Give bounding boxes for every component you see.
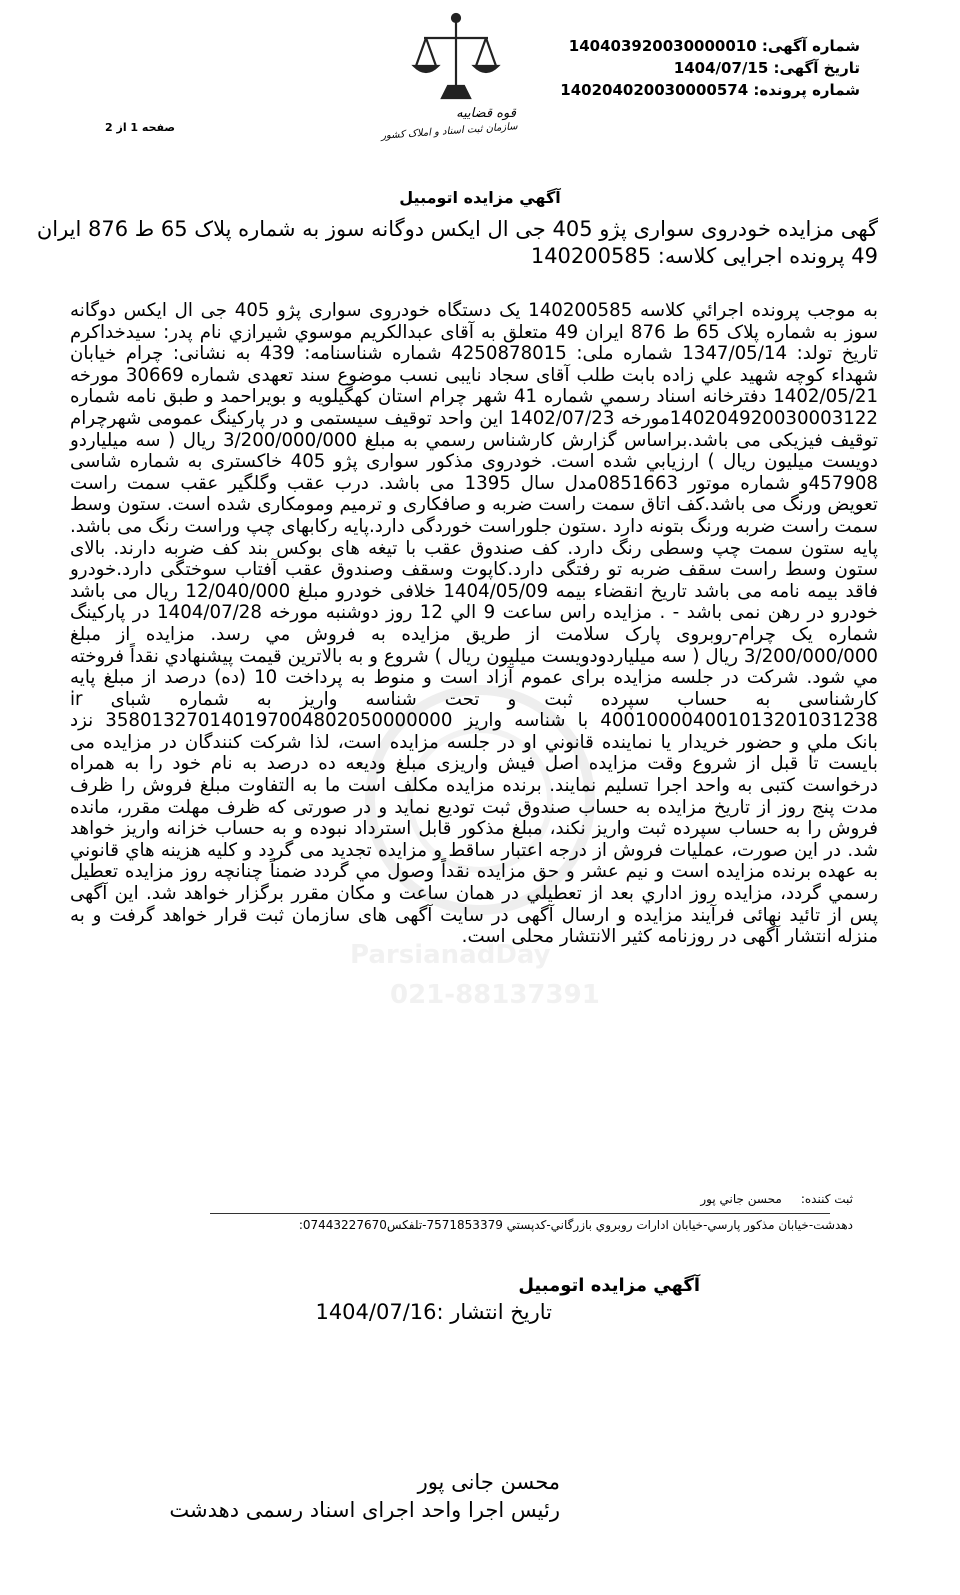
separator-line [210,1213,830,1214]
office-address: دهدشت-خیابان مذکور پارسي-خيابان ادارات روبروي بازرگاني-کدپستي 7571853379-تلفكس07443227670: [298,1218,853,1232]
case-number-row [560,79,860,101]
ad-number-row [560,35,860,57]
page-indicator: صفحه 1 از 2 [105,121,176,134]
case-number: 140204020030000574 [560,81,749,99]
signer-title: رئیس اجرا واحد اجرای اسناد رسمی دهدشت [169,1498,560,1522]
registrar-name: محسن جاني پور [700,1192,782,1206]
logo-text-judiciary: قوه قضاییه [456,106,516,121]
signer-name: محسن جانی پور [417,1470,560,1494]
ad-date-label: تاریخ آگهی: [773,59,860,77]
footer-title: آگهي مزايده اتومبيل [518,1275,700,1296]
notice-body: به موجب پرونده اجرائي كلاسه 140200585 یک دستگاه خودروی سواری پژو 405 جی ال ایکس دوگانه سوز به شماره پلاک 65 ط 876 ایران 49 متعلق به آقای عبدالكريم موسوي شيرازي نام پدر: سيدخداكرم تاریخ تولد: 1347/05/14 شماره ملی: 4250878015 شماره شناسنامه: 439 به نشانی: چرام خیابان شهداء کوچه شهيد علي زاده بابت طلب آقای سجاد نایبی نسب موضوع سند تعهدی شماره 30669 مورخه 1402/05/21 دفترخانه اسناد رسمي شماره 41 شهر چرام استان کهگیلویه و بویراحمد و طبق نامه شماره 140204920030003122مورخه 1402/07/23 این واحد توقیف سیستمی و در پارکینگ عمومی شهرچرام توقیف فیزیکی می باشد.براساس گزارش کارشناس رسمي به مبلغ 3/200/000/000 ريال ( سه میلیاردو دویست میلیون ریال ) ارزيابي شده است. خودروی مذکور سواری پژو 405 خاکستری به شماره شاسی 457908و شماره موتور 0851663مدل سال 1395 می باشد. درب عقب وگلگیر عقب سمت راست تعویض ورنگ می باشد.کف اتاق سمت راست ضربه و صافکاری و ترمیم ومومکاری شده است. ستون وسط سمت راست ضربه ورنگ بتونه دارد .ستون جلوراست خوردگی دارد.پایه رکابهای چپ وراست رنگ می باشد. پایه ستون سمت چپ وسطی رنگ دارد. کف صندوق عقب با تیغه های بوکس بند کف ضربه دارند. بالای ستون وسط راست سقف ضربه تو رفتگی دارد.کاپوت وسقف وصندوق عقب آفتاب سوختگی دارد.خودرو فاقد بیمه نامه می باشد تاریخ انقضاء بیمه 1404/05/09 خلافی خودرو مبلغ 12/040/000 ریال می باشد خودرو در رهن نمی باشد - . مزایده راس ساعت 9 الي 12 روز دوشنبه مورخه 1404/07/28 در پارکینگ شماره یک چرام-روبروی پارک سلامت از طريق مزايده به فروش مي رسد. مزايده از مبلغ 3/200/000/000 ريال ( سه میلیاردودویست میلیون ریال ) شروع و به بالاترين قيمت پيشنهادي نقداً فروخته مي شود. شرکت در جلسه مزایده برای عموم آزاد است و منوط به پرداخت 10 (ده) درصد از مبلغ پایه کارشناسی به حساب سپرده ثبت و تحت شناسه واریز به شماره شبای ir 400100004001013201031238 با شناسه واریز 358013270140197004802050000000 نزد بانک ملي و حضور خريدار يا نماينده قانوني او در جلسه مزايده است، لذا شرکت کنندگان در مزایده می بایست تا قبل از شروع وقت مزایده اصل فیش واریزی مبلغ ودیعه ده درصد به نام خود را به همراه درخواست کتبی به واحد اجرا تسلیم نمایند. برنده مزایده مکلف است ما به التفاوت مبلغ فروش را ظرف مدت پنج روز از تاریخ مزایده به حساب صندوق ثبت توديع نمايد و در صورتی که ظرف مهلت مقرر، مانده فروش را به حساب سپرده ثبت واریز نکند، مبلغ مذکور قابل استرداد نبوده و به حساب خزانه واریز خواهد شد. در اين صورت، عملیات فروش از درجه اعتبار ساقط و مزایده تجدید می گردد و كليه هزينه هاي قانوني به عهده برنده مزايده است و نیم عشر و حق مزايده نقداً وصول مي گردد ضمناً چنانچه روز مزایده تعطیل رسمي گردد، مزايده روز اداري بعد از تعطيلي در همان ساعت و مكان مقرر برگزار خواهد شد. این آگهی پس از تائید نهائی فرآیند مزایده و ارسال آگهی در سایت آگهی های سازمان ثبت قرار خواهد گرفت و به منزله انتشار آگهی در روزنامه کثیر الانتشار محلی است. [70,300,879,948]
ad-date: 1404/07/15 [673,59,769,77]
scales-of-justice-icon [406,8,506,108]
notice-title: آگهي مزايده اتومبيل [399,188,561,207]
publication-date: تاریخ انتشار :1404/07/16 [315,1300,552,1324]
notice-subject: گهی مزایده خودروی سواری پژو 405 جی ال ایکس دوگانه سوز به شماره پلاک 65 ط 876 ایران 49 پرونده اجرایی کلاسه: 140200585 [36,217,878,268]
ad-date-row [560,57,860,79]
registrar-line [700,1192,853,1206]
watermark-site: ParsianadDay [350,940,551,970]
ad-number: 140403920030000010 [568,37,757,55]
case-number-label: شماره پرونده: [753,81,860,99]
judiciary-logo [381,8,528,158]
logo-text-registry: سازمان ثبت اسناد و املاک کشور [381,121,519,142]
ad-number-label: شماره آگهی: [761,37,860,55]
registrar-label: ثبت كننده: [800,1192,853,1206]
watermark-phone: 021-88137391 [390,980,600,1010]
header-meta [560,35,860,101]
